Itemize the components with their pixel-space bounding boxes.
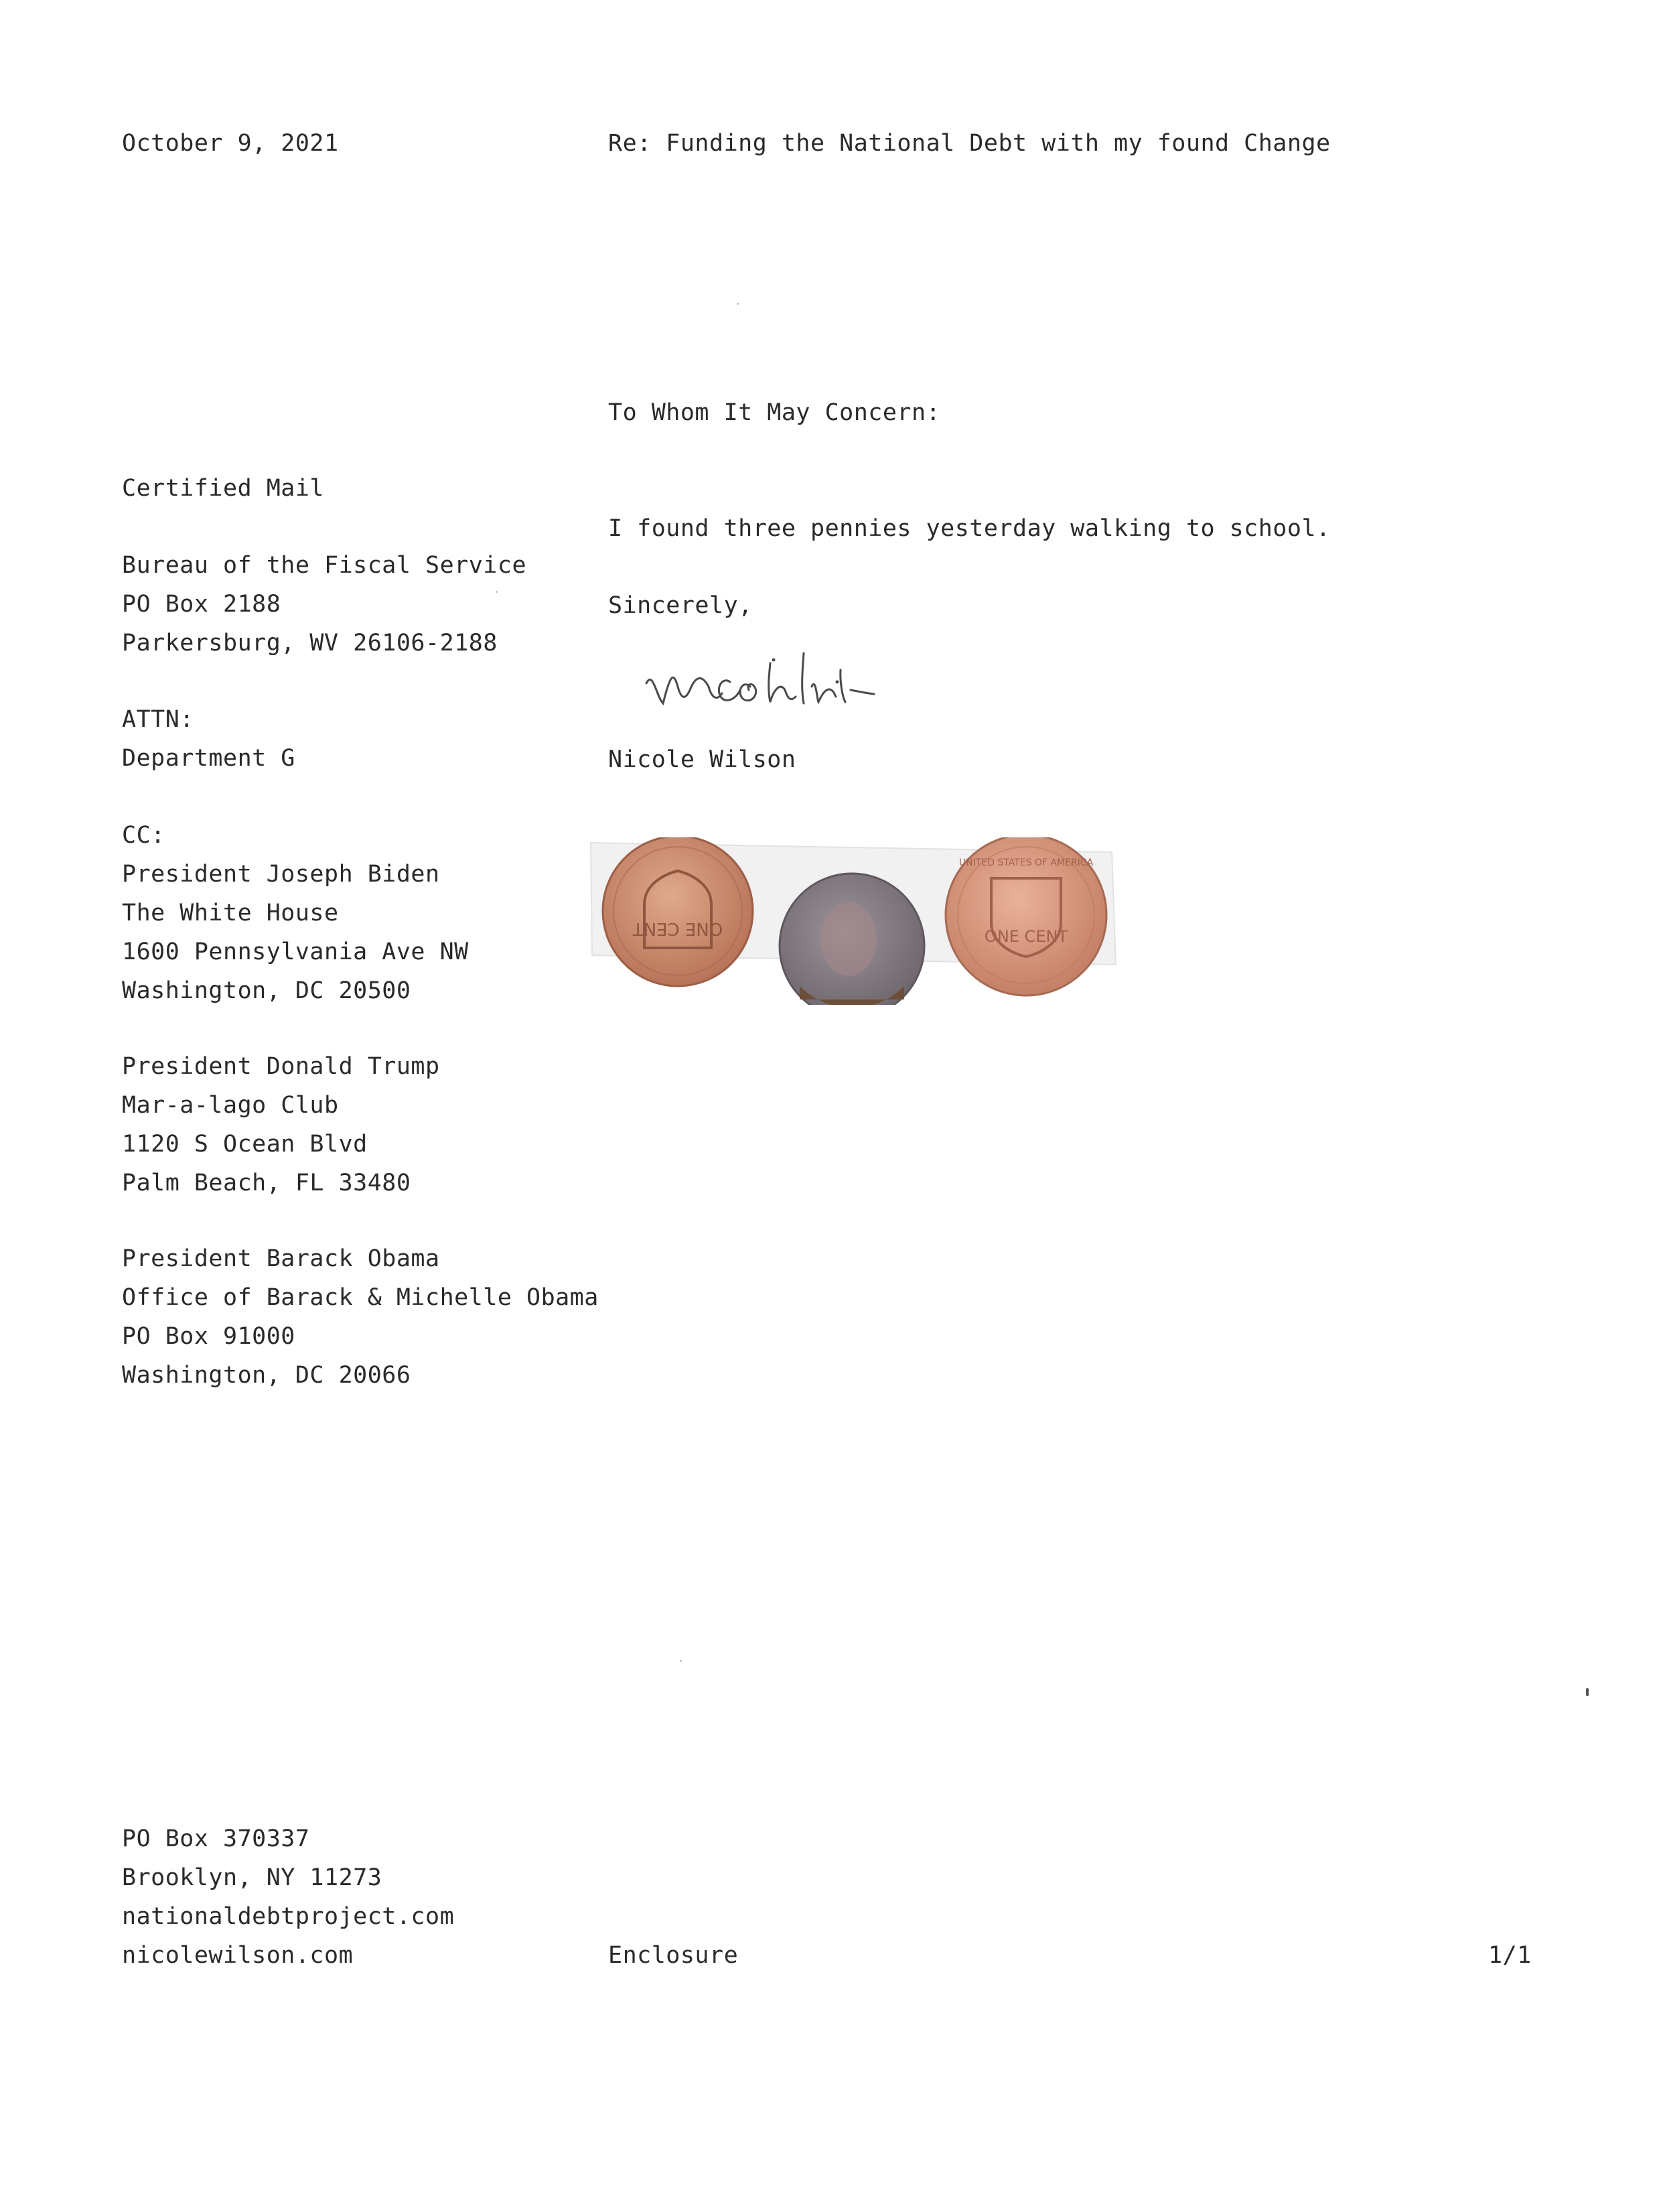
scan-speck (1586, 1688, 1589, 1696)
address-line: PO Box 2188 (122, 591, 281, 618)
address-line: Office of Barack & Michelle Obama (122, 1284, 599, 1311)
salutation: To Whom It May Concern: (608, 399, 941, 426)
attn-label: ATTN: (122, 706, 194, 733)
cc-label: CC: (122, 822, 165, 849)
address-line: The White House (122, 900, 339, 926)
penny-reverse-upside-down (603, 837, 753, 986)
scan-speck (496, 591, 498, 593)
scan-speck (680, 1660, 682, 1662)
website-link[interactable]: nationaldebtproject.com (122, 1903, 455, 1930)
enclosure-label: Enclosure (608, 1942, 739, 1969)
address-line: PO Box 370337 (122, 1825, 310, 1852)
address-line: Washington, DC 20066 (122, 1362, 411, 1389)
cc-recipient-trump (122, 1047, 440, 1202)
address-line: Brooklyn, NY 11273 (122, 1864, 382, 1891)
penny-reverse (946, 837, 1106, 995)
address-line: Washington, DC 20500 (122, 977, 411, 1004)
address-line: President Joseph Biden (122, 861, 440, 888)
coin-legend-top: UNITED STATES OF AMERICA (958, 857, 1094, 868)
address-line: 1120 S Ocean Blvd (122, 1131, 368, 1158)
coin-legend: ONE CENT (984, 927, 1068, 946)
address-line: Palm Beach, FL 33480 (122, 1170, 411, 1196)
address-line: Bureau of the Fiscal Service (122, 552, 527, 579)
website-link[interactable]: nicolewilson.com (122, 1942, 354, 1969)
cc-recipient-biden (122, 855, 469, 1010)
address-line: President Donald Trump (122, 1053, 440, 1080)
coin-legend: ONE CENT (632, 918, 723, 939)
address-line: Parkersburg, WV 26106-2188 (122, 630, 498, 656)
body-text: I found three pennies yesterday walking to school. (608, 515, 1331, 542)
attn-block (122, 700, 295, 778)
return-address (122, 1819, 454, 1975)
mailing-method: Certified Mail (122, 475, 325, 502)
address-line: 1600 Pennsylvania Ave NW (122, 939, 469, 965)
taped-coins-enclosure (589, 837, 1118, 1005)
address-line: President Barack Obama (122, 1245, 440, 1272)
scan-speck (737, 303, 739, 305)
address-line: Mar-a-lago Club (122, 1092, 339, 1119)
cc-recipient-obama (122, 1239, 599, 1395)
page-number: 1/1 (1488, 1942, 1532, 1969)
closing: Sincerely, (608, 592, 753, 619)
letter-subject: Re: Funding the National Debt with my found Change (608, 130, 1331, 157)
handwritten-signature (636, 623, 1011, 730)
signature-name: Nicole Wilson (608, 746, 796, 773)
address-line: PO Box 91000 (122, 1323, 295, 1350)
letter-date: October 9, 2021 (122, 130, 339, 157)
recipient-address (122, 546, 526, 663)
attn-value: Department G (122, 745, 295, 772)
penny-obverse-tarnished (780, 874, 924, 1005)
